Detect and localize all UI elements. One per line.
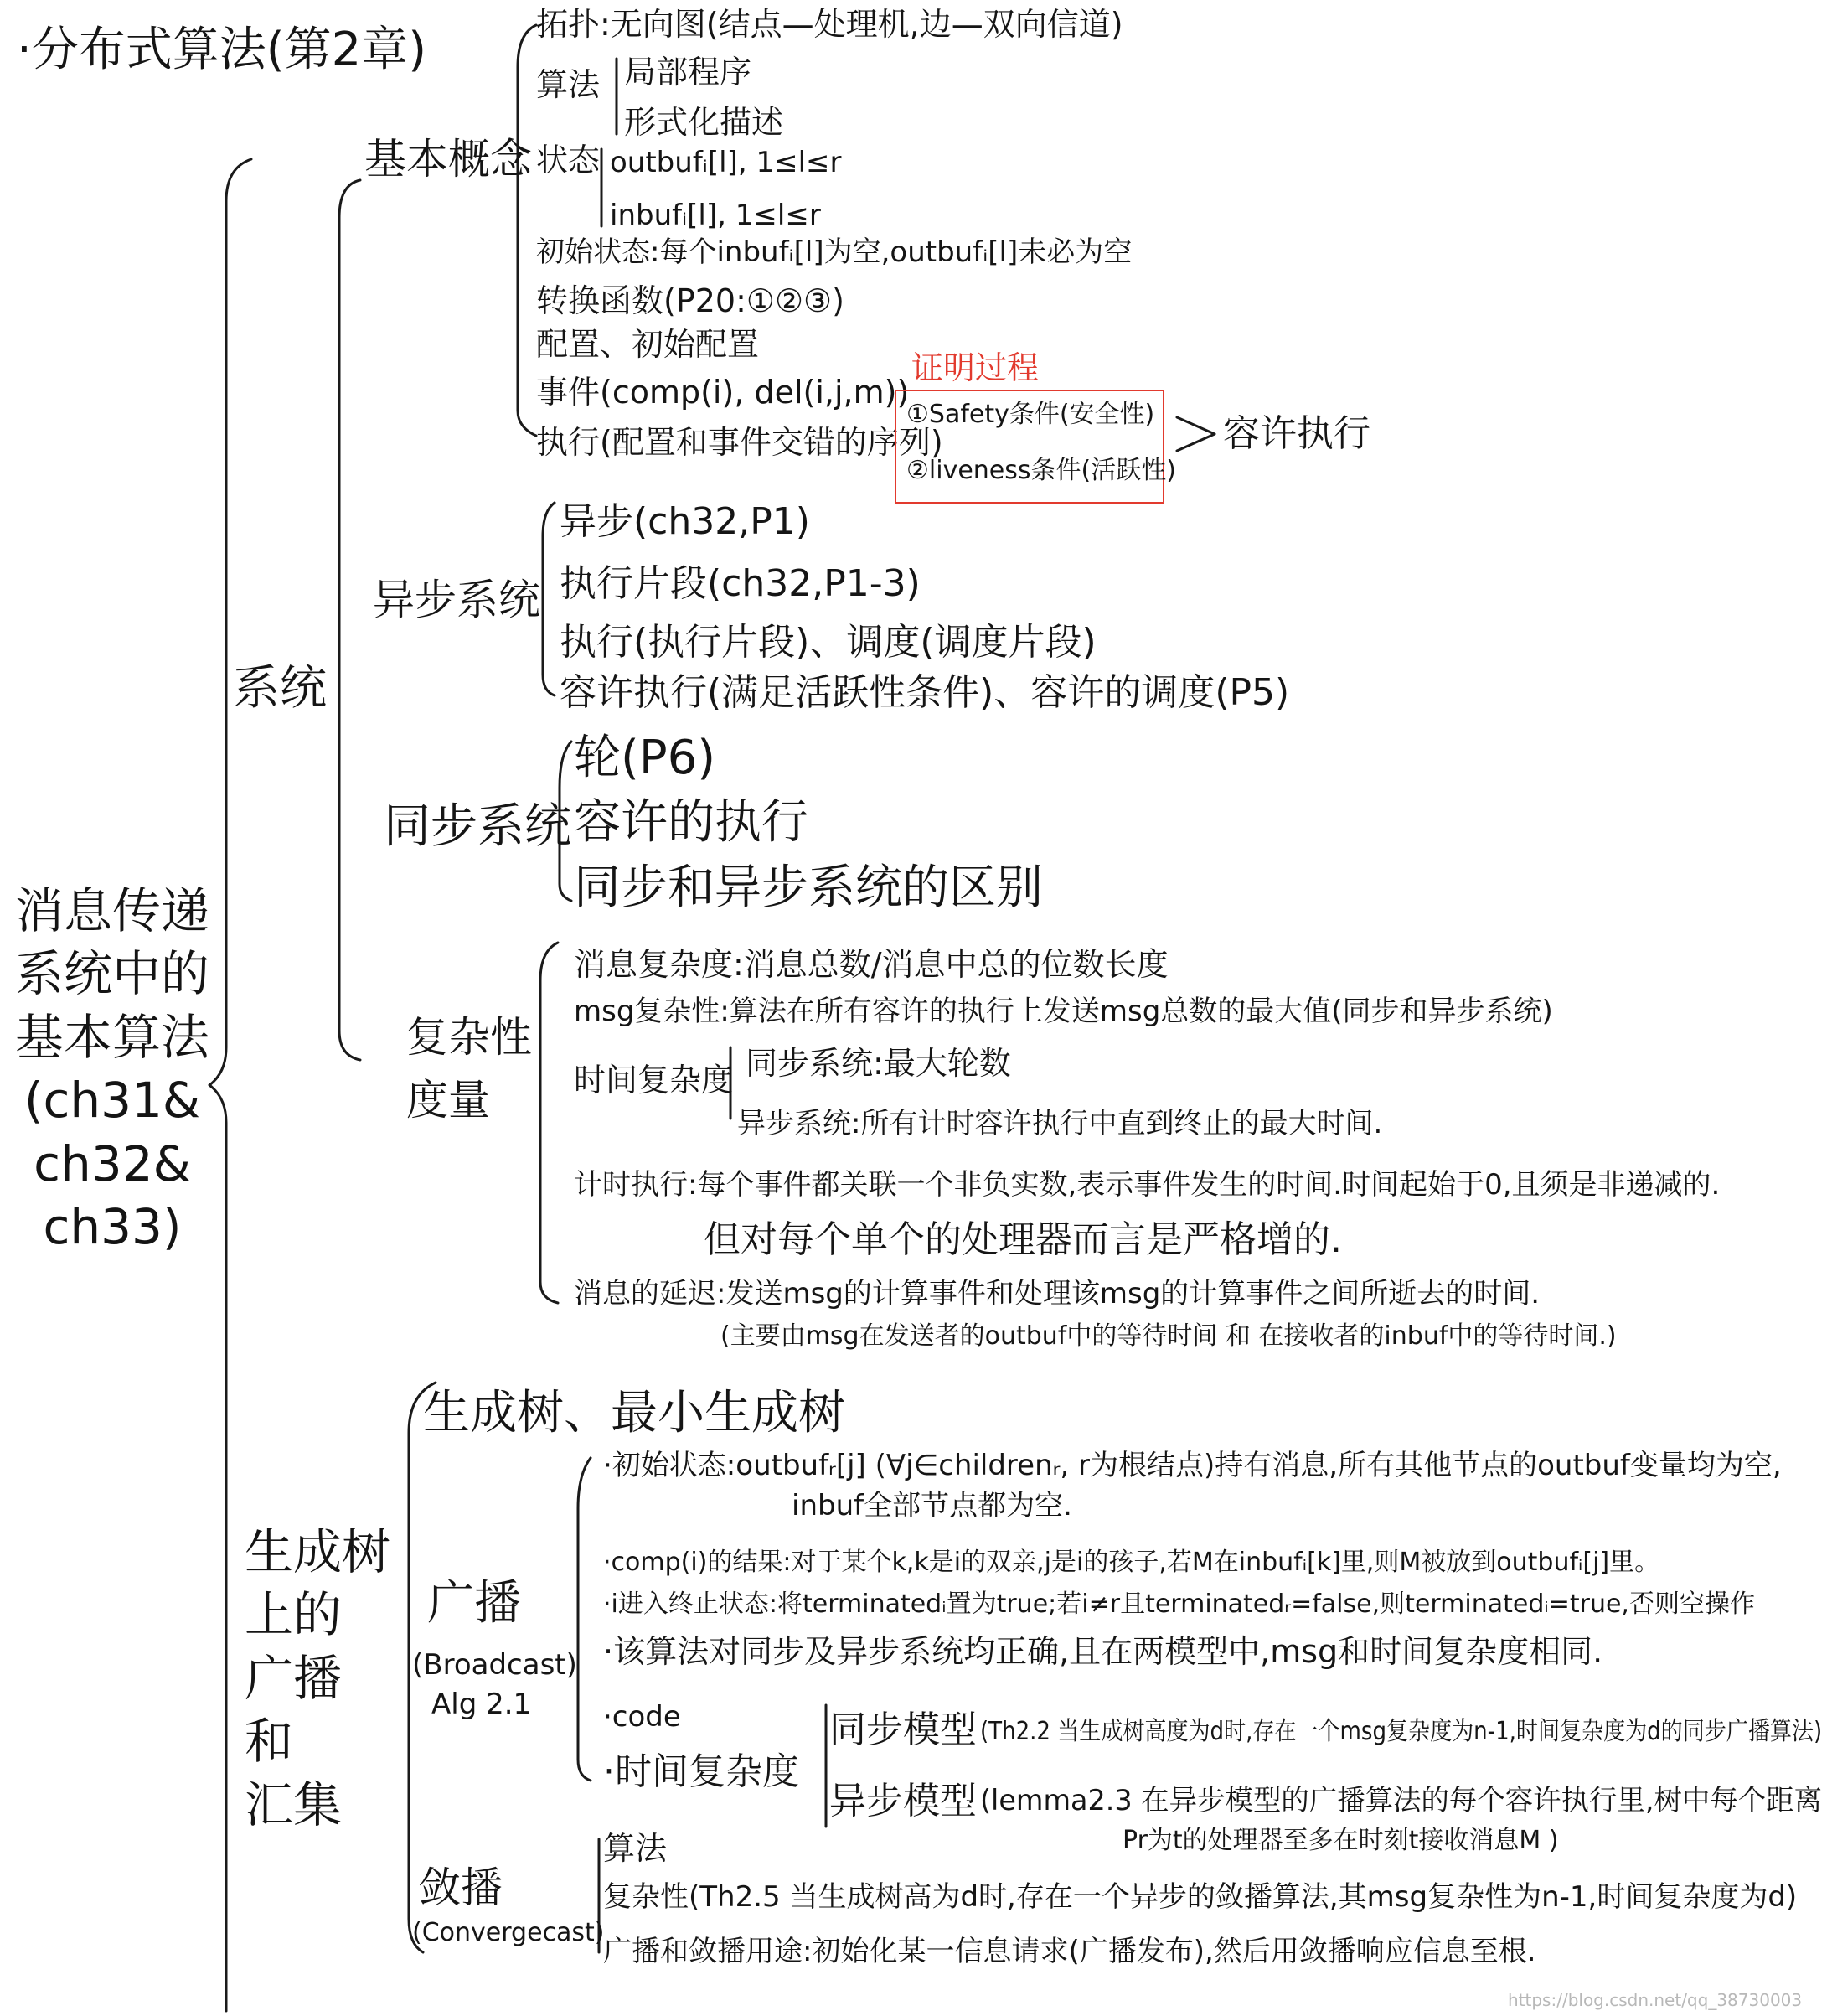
- complexity-node-line: 复杂性: [406, 1013, 532, 1062]
- convergecast-sub: (Convergecast): [412, 1918, 605, 1947]
- msg-complexity-def: msg复杂性:算法在所有容许的执行上发送msg总数的最大值(同步和异步系统): [574, 995, 1553, 1028]
- topology-text: 拓扑:无向图(结点—处理机,边—双向信道): [536, 6, 1123, 43]
- tree-node-line: 广播: [245, 1649, 343, 1707]
- broadcast-sub: Alg 2.1: [431, 1688, 532, 1721]
- time-async-text: 异步系统:所有计时容许执行中直到终止的最大时间.: [737, 1107, 1383, 1140]
- algorithm-item: 局部程序: [624, 54, 752, 90]
- broadcast-init-state: ·初始状态:outbufᵣ[j] (∀j∈childrenᵣ, r为根结点)持有消息,所有其他节点的outbuf变量均为空,: [603, 1449, 1782, 1482]
- root-line: ch33): [43, 1197, 182, 1255]
- tree-node: [245, 1521, 390, 1837]
- system-brace: [339, 180, 360, 1060]
- async-model-desc-2: Pr为t的处理器至多在时刻t接收消息M ): [1123, 1826, 1559, 1855]
- sync-item: 同步和异步系统的区别: [574, 861, 1043, 915]
- tree-node-line: 和: [245, 1713, 294, 1770]
- broadcast-correct: ·该算法对同步及异步系统均正确,且在两模型中,msg和时间复杂度相同.: [603, 1633, 1603, 1670]
- msg-complexity-text: 消息复杂度:消息总数/消息中总的位数长度: [574, 946, 1169, 983]
- convergecast-algorithm: 算法: [603, 1830, 668, 1867]
- admissible-arrow: [1177, 417, 1215, 451]
- root-node: [15, 880, 209, 1259]
- convergecast-complexity: 复杂性(Th2.5 当生成树高为d时,存在一个异步的敛播算法,其msg复杂性为n-1,时间复杂度为d): [603, 1880, 1798, 1914]
- state-item: inbufᵢ[l], 1≤l≤r: [610, 199, 821, 232]
- async-item: 异步(ch32,P1): [560, 500, 810, 543]
- tree-node-line: 上的: [245, 1586, 343, 1644]
- root-line: ch32&: [34, 1135, 191, 1192]
- broadcast-init-state-2: inbuf全部节点都为空.: [792, 1489, 1072, 1522]
- root-line: 系统中的: [15, 945, 210, 1003]
- broadcast-comp: ·comp(i)的结果:对于某个k,k是i的双亲,j是i的孩子,若M在inbufᵢ[k]里,则M被放到outbufᵢ[j]里。: [603, 1548, 1660, 1577]
- async-model-desc: (lemma2.3 在异步模型的广播算法的每个容许执行里,树中每个距离: [980, 1784, 1823, 1817]
- sync-system-node: 同步系统: [384, 799, 571, 854]
- transition-text: 转换函数(P20:①②③): [536, 282, 844, 319]
- async-item: 执行(执行片段)、调度(调度片段): [560, 621, 1097, 664]
- async-model-label: 异步模型: [829, 1780, 977, 1822]
- safety-condition: ①Safety条件(安全性): [906, 400, 1155, 429]
- execution-text: 执行(配置和事件交错的序列): [536, 424, 943, 461]
- event-text: 事件(comp(i), del(i,j,m)): [536, 374, 910, 411]
- complexity-brace: [540, 943, 558, 1303]
- algorithm-item: 形式化描述: [624, 104, 784, 141]
- sync-model-label: 同步模型: [829, 1708, 977, 1751]
- time-complexity-label: 时间复杂度: [574, 1062, 734, 1098]
- sync-item: 轮(P6): [574, 731, 716, 785]
- spanning-tree-node: 生成树、最小生成树: [423, 1386, 845, 1440]
- sync-item: 容许的执行: [574, 795, 808, 850]
- msg-delay-text: 消息的延迟:发送msg的计算事件和处理该msg的计算事件之间所逝去的时间.: [574, 1277, 1541, 1310]
- broadcast-brace: [578, 1458, 591, 1781]
- complexity-node-line: 度量: [406, 1076, 490, 1124]
- state-label: 状态: [536, 142, 601, 178]
- sync-model-desc: (Th2.2 当生成树高度为d时,存在一个msg复杂度为n-1,时间复杂度为d的同步广播算法): [980, 1717, 1823, 1746]
- convergecast-node: 敛播: [419, 1864, 503, 1912]
- basic-brace: [518, 25, 536, 436]
- async-system-node: 异步系统: [373, 576, 540, 624]
- system-node: 系统: [233, 661, 327, 716]
- watermark: https://blog.csdn.net/qq_38730003: [1508, 1990, 1803, 2010]
- timed-execution-text-2: 但对每个单个的处理器而言是严格增的.: [704, 1218, 1342, 1261]
- tree-node-line: 汇集: [245, 1776, 343, 1833]
- broadcast-sub: (Broadcast): [412, 1648, 577, 1682]
- algorithm-label: 算法: [536, 66, 601, 103]
- liveness-condition: ②liveness条件(活跃性): [906, 456, 1176, 485]
- async-item: 容许执行(满足活跃性条件)、容许的调度(P5): [560, 671, 1290, 714]
- broadcast-time-label: ·时间复杂度: [603, 1750, 799, 1793]
- msg-delay-text-2: (主要由msg在发送者的outbuf中的等待时间 和 在接收者的inbuf中的等待时间.): [720, 1321, 1617, 1351]
- time-sync-text: 同步系统:最大轮数: [746, 1045, 1011, 1082]
- broadcast-terminate: ·i进入终止状态:将terminatedᵢ置为true;若i≠r且terminatedᵣ=false,则terminatedᵢ=true,否则空操作: [603, 1590, 1755, 1619]
- tree-node-line: 生成树: [245, 1523, 391, 1580]
- page-title: ·分布式算法(第2章): [17, 23, 427, 77]
- proof-label: 证明过程: [911, 349, 1040, 386]
- config-text: 配置、初始配置: [536, 326, 760, 363]
- root-line: 消息传递: [15, 882, 210, 939]
- timed-execution-text: 计时执行:每个事件都关联一个非负实数,表示事件发生的时间.时间起始于0,且须是非递减的.: [574, 1168, 1721, 1202]
- broadcast-code: ·code: [603, 1700, 681, 1734]
- broadcast-node: 广播: [427, 1576, 521, 1631]
- convergecast-usage: 广播和敛播用途:初始化某一信息请求(广播发布),然后用敛播响应信息至根.: [603, 1935, 1536, 1968]
- async-item: 执行片段(ch32,P1-3): [560, 562, 921, 605]
- basic-concepts-node: 基本概念: [364, 135, 532, 184]
- async-brace: [543, 503, 555, 695]
- initial-state-text: 初始状态:每个inbufᵢ[l]为空,outbufᵢ[l]未必为空: [536, 235, 1133, 269]
- state-item: outbufᵢ[l], 1≤l≤r: [610, 146, 842, 179]
- admissible-execution-text: 容许执行: [1223, 412, 1370, 455]
- root-line: 基本算法: [15, 1008, 210, 1066]
- root-line: (ch31&: [23, 1072, 201, 1129]
